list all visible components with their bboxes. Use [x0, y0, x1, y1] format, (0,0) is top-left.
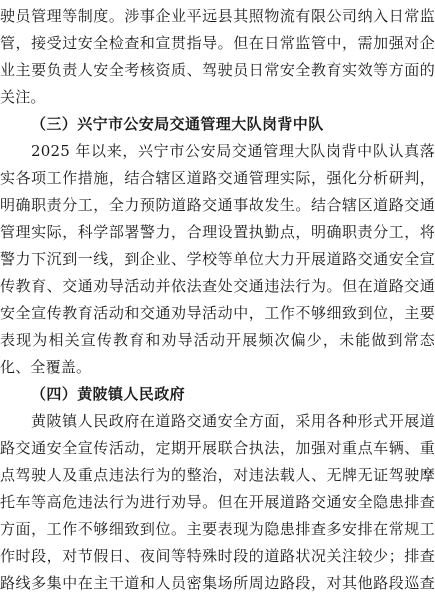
paragraph-line: 作时段，对节假日、夜间等特殊时段的道路状况关注较少；排查: [0, 547, 435, 565]
section-heading: （三）兴宁市公安局交通管理大队岗背中队: [31, 115, 324, 133]
paragraph-line: 驶员管理等制度。涉事企业平远县其照物流有限公司纳入日常监: [0, 7, 435, 25]
paragraph-line: 方面，工作不够细致到位。主要表现为隐患排查多安排在常规工: [0, 520, 435, 538]
paragraph-line: 2025 年以来，兴宁市公安局交通管理大队岗背中队认真落: [31, 142, 435, 160]
paragraph-line: 化、全覆盖。: [0, 358, 92, 376]
paragraph-line: 表现为相关宣传教育和劝导活动开展频次偏少，未能做到常态: [0, 331, 435, 349]
paragraph-line: 关注。: [0, 88, 46, 106]
paragraph-line: 黄陂镇人民政府在道路交通安全方面，采用各种形式开展道: [31, 412, 435, 430]
paragraph-line: 明确职责分工，全力预防道路交通事故发生。结合辖区道路交通: [0, 196, 435, 214]
paragraph-line: 点驾驶人及重点违法行为的整治，对违法载人、无牌无证驾驶摩: [0, 466, 435, 484]
paragraph-line: 传教育、交通劝导活动并依法查处交通违法行为。但在道路交通: [0, 277, 435, 295]
paragraph-line: 路交通安全宣传活动，定期开展联合执法，加强对重点车辆、重: [0, 439, 435, 457]
paragraph-line: 托车等高危违法行为进行劝导。但在开展道路交通安全隐患排查: [0, 493, 435, 511]
paragraph-line: 实各项工作措施，结合辖区道路交通管理实际，强化分析研判，: [0, 169, 435, 187]
section-heading: （四）黄陂镇人民政府: [31, 385, 186, 403]
paragraph-line: 警力下沉到一线，到企业、学校等单位大力开展道路交通安全宣: [0, 250, 435, 268]
paragraph-line: 管理实际，科学部署警力，合理设置执勤点，明确职责分工，将: [0, 223, 435, 241]
paragraph-line: 路线多集中在主干道和人员密集场所周边路段，对其他路段巡查: [0, 574, 435, 592]
paragraph-line: 安全宣传教育活动和交通劝导活动中，工作不够细致到位，主要: [0, 304, 435, 322]
paragraph-line: 业主要负责人安全考核资质、驾驶员日常安全教育实效等方面的: [0, 61, 435, 79]
paragraph-line: 管，接受过安全检查和宣贯指导。但在日常监管中，需加强对企: [0, 34, 435, 52]
